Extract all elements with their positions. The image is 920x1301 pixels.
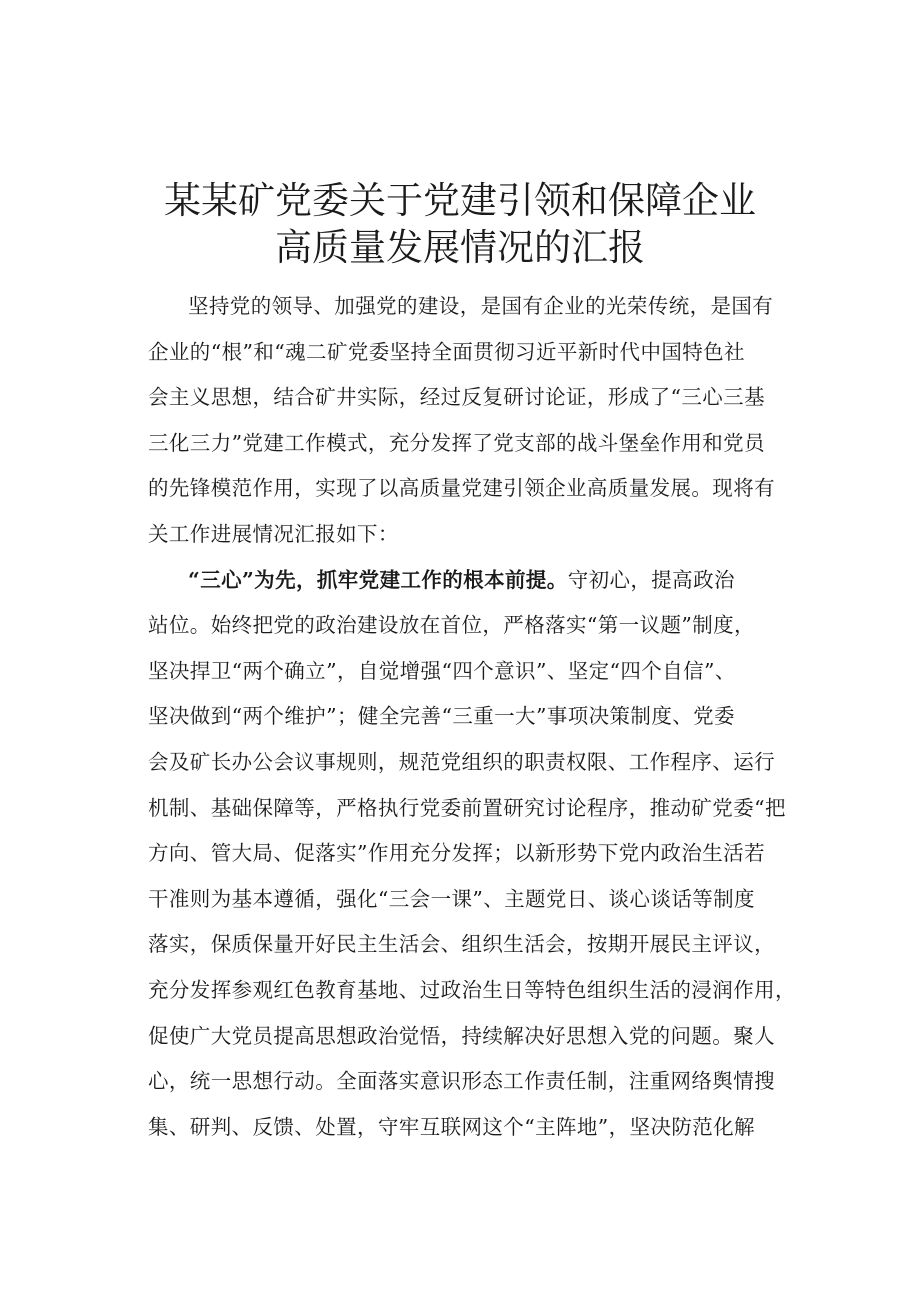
text-line: 的先锋模范作用，实现了以高质量党建引领企业高质量发展。现将有 (148, 476, 775, 501)
document-body (148, 284, 828, 1150)
text-line: 关工作进展情况汇报如下： (148, 521, 399, 546)
text-line: 集、研判、反馈、处置，守牢互联网这个“主阵地”，坚决防范化解 (148, 1114, 755, 1139)
text-line: 会及矿长办公会议事规则，规范党组织的职责权限、工作程序、运行 (148, 749, 775, 774)
title-line: 某某矿党委关于党建引领和保障企业 (164, 178, 756, 222)
section-heading: “三心”为先，抓牢党建工作的根本前提。 (188, 567, 568, 592)
text-line (148, 558, 828, 604)
text-line: 落实，保质保量开好民主生活会、组织生活会，按期开展民主评议， (148, 932, 775, 957)
text-span: 守初心，提高政治 (567, 567, 735, 592)
text-line: 会主义思想，结合矿井实际，经过反复研讨论证，形成了“三心三基 (148, 385, 765, 410)
text-line: 三化三力”党建工作模式，充分发挥了党支部的战斗堡垒作用和党员 (148, 430, 765, 455)
title-line: 高质量发展情况的汇报 (275, 225, 645, 269)
text-line: 坚决做到“两个维护”；健全完善“三重一大”事项决策制度、党委 (148, 704, 735, 729)
text-line: 站位。始终把党的政治建设放在首位，严格落实“第一议题”制度， (148, 613, 755, 638)
text-line: 心，统一思想行动。全面落实意识形态工作责任制，注重网络舆情搜 (148, 1069, 775, 1094)
document-title (0, 177, 920, 271)
text-line: 充分发挥参观红色教育基地、过政治生日等特色组织生活的浸润作用， (148, 977, 796, 1002)
text-line: 坚持党的领导、加强党的建设，是国有企业的光荣传统，是国有 (188, 294, 774, 318)
text-line: 方向、管大局、促落实”作用充分发挥；以新形势下党内政治生活若 (148, 841, 765, 866)
text-line: 企业的“根”和“魂二矿党委坚持全面贯彻习近平新时代中国特色社 (148, 339, 745, 364)
text-line: 干准则为基本遵循，强化“三会一课”、主题党日、谈心谈话等制度 (148, 886, 755, 911)
paragraph-intro (148, 284, 828, 558)
text-line: 促使广大党员提高思想政治觉悟，持续解决好思想入党的问题。聚人 (148, 1023, 775, 1048)
text-line: 机制、基础保障等，严格执行党委前置研究讨论程序，推动矿党委“把 (148, 795, 786, 820)
text-line: 坚决捍卫“两个确立”，自觉增强“四个意识”、坚定“四个自信”、 (148, 658, 736, 683)
paragraph-three-hearts (148, 558, 828, 1151)
